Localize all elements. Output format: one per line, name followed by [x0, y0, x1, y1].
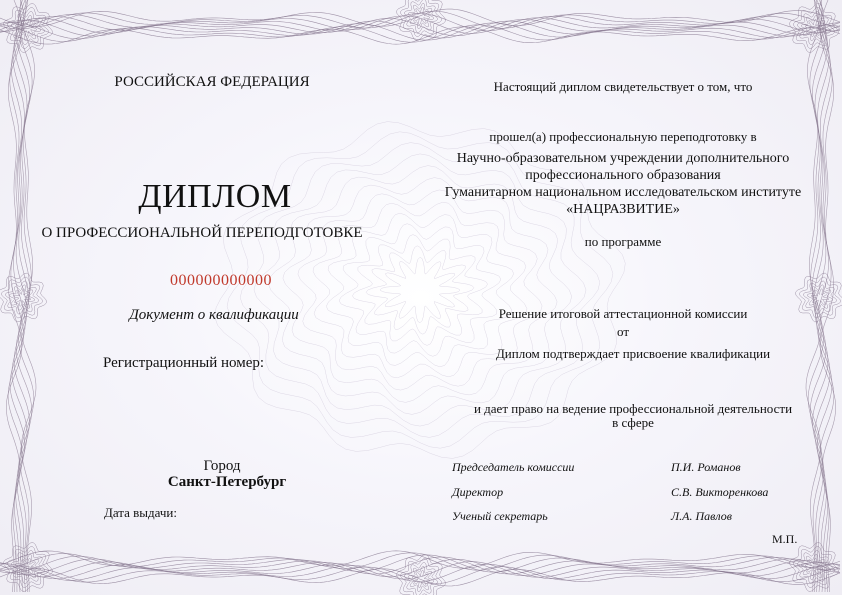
program-label: по программе [584, 234, 662, 249]
diploma-number: 000000000000 [170, 272, 272, 289]
diploma-title: ДИПЛОМ [138, 178, 292, 215]
commission-decision [499, 305, 748, 341]
document-type: Документ о квалификации [129, 307, 299, 323]
passed-text: прошел(а) профессиональную переподготовку в [489, 129, 757, 144]
federation-heading: РОССИЙСКАЯ ФЕДЕРАЦИЯ [114, 74, 310, 90]
signature-name-chairman: П.И. Романов [671, 460, 741, 474]
qualification-confirmation: Диплом подтверждает присвоение квалификации [495, 346, 771, 361]
seal-place-mark: М.П. [772, 532, 798, 546]
issue-date-label: Дата выдачи: [104, 505, 178, 520]
registration-number-label: Регистрационный номер: [103, 355, 265, 371]
signature-role-secretary: Ученый секретарь [452, 509, 548, 523]
organization-line: профессионального образования [525, 168, 721, 183]
signature-role-chairman: Председатель комиссии [452, 460, 575, 474]
certifies-text: Настоящий диплом свидетельствует о том, что [493, 79, 753, 94]
signature-role-director: Директор [452, 485, 504, 499]
organization-line: Гуманитарном национальном исследовательском институте [444, 185, 802, 200]
signature-name-director: С.В. Викторенкова [671, 485, 769, 499]
rights-line: в сфере [612, 415, 654, 430]
signature-name-secretary: Л.А. Павлов [671, 509, 732, 523]
city-label: Город [203, 458, 241, 474]
organization-name [445, 150, 801, 218]
decision-label: Решение итоговой аттестационной комиссии [498, 306, 748, 321]
diploma-subtitle: О ПРОФЕССИОНАЛЬНОЙ ПЕРЕПОДГОТОВКЕ [41, 225, 363, 241]
organization-line: «НАЦРАЗВИТИЕ» [566, 202, 680, 217]
decision-from-label: от [616, 324, 629, 339]
professional-rights [474, 402, 792, 430]
city-name: Санкт-Петербург [167, 474, 287, 490]
organization-line: Научно-образовательном учреждении дополнительного [456, 151, 790, 166]
rights-line: и дает право на ведение профессиональной деятельности [473, 401, 793, 416]
